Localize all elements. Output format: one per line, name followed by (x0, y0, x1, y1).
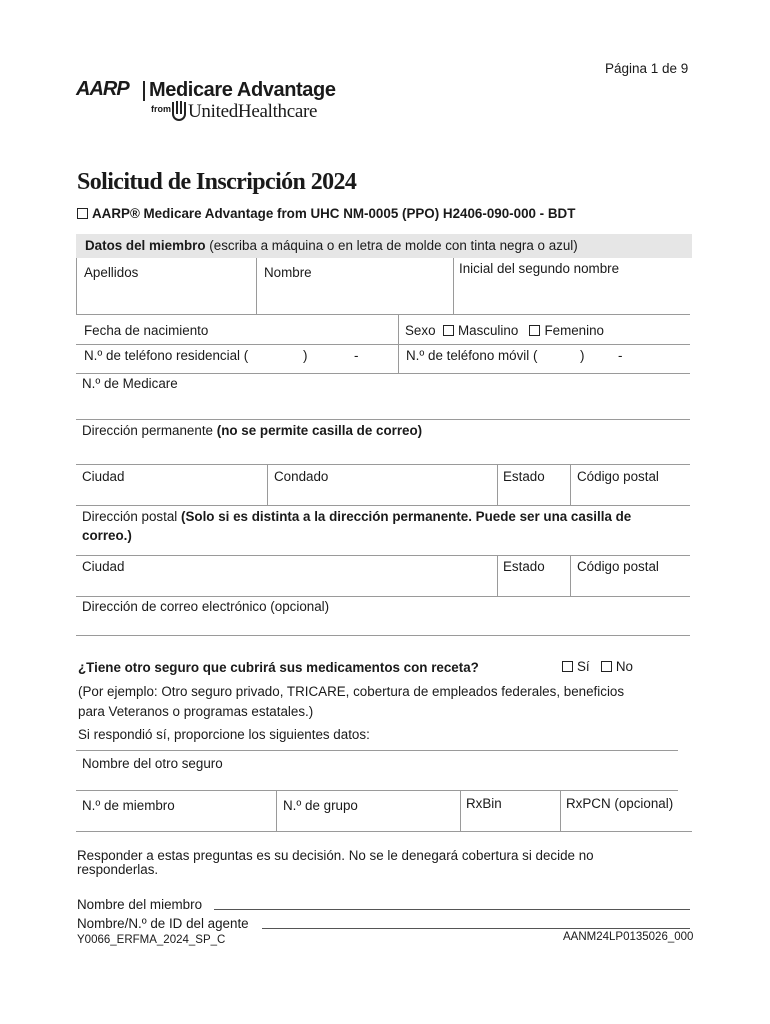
plan-option-label: AARP® Medicare Advantage from UHC NM-0005 (PPO) H2406-090-000 - BDT (92, 206, 576, 221)
logo-separator (143, 81, 145, 101)
permanent-address-label: Dirección permanente (82, 423, 213, 438)
sex-field (405, 323, 604, 338)
permanent-address-note: (no se permite casilla de correo) (216, 423, 423, 438)
table-border (497, 556, 498, 596)
male-label: Masculino (457, 323, 519, 338)
disclaimer-text-2: responderlas. (77, 862, 159, 877)
middle-initial-field[interactable]: Inicial del segundo nombre (459, 261, 620, 276)
section-note: (escriba a máquina o en letra de molde con tinta negra o azul) (209, 238, 578, 253)
footer-form-code: Y0066_ERFMA_2024_SP_C (77, 934, 226, 946)
mailing-address-note-2: correo.) (82, 528, 132, 543)
mailing-address-note: (Solo si es distinta a la dirección permanente. Puede ser una casilla de (181, 509, 632, 524)
row-divider (76, 314, 690, 315)
table-border (570, 556, 571, 596)
example-text-1: (Por ejemplo: Otro seguro privado, TRICARE, cobertura de empleados federales, beneficios (78, 684, 625, 699)
insurer-name-field[interactable]: Nombre del otro seguro (82, 756, 223, 771)
last-name-field[interactable]: Apellidos (84, 265, 139, 280)
county-field[interactable]: Condado (274, 469, 329, 484)
yes-label: Sí (577, 659, 590, 674)
birth-date-field[interactable]: Fecha de nacimiento (84, 323, 209, 338)
logo-brand: Medicare Advantage (149, 79, 336, 101)
row-divider (76, 555, 690, 556)
mobile-phone-field[interactable]: N.º de teléfono móvil ( (406, 348, 538, 363)
row-divider (76, 464, 690, 465)
logo-from: from (151, 104, 171, 114)
table-border (267, 465, 268, 505)
female-checkbox[interactable] (529, 325, 540, 336)
mailing-address-field[interactable] (82, 509, 631, 524)
if-yes-text: Si respondió sí, proporcione los siguientes datos: (78, 727, 370, 742)
example-text-2: para Veteranos o programas estatales.) (78, 704, 314, 719)
home-phone-paren: ) (303, 348, 308, 363)
table-border (560, 791, 561, 831)
mobile-phone-paren: ) (580, 348, 585, 363)
row-divider (76, 750, 678, 751)
female-label: Femenino (544, 323, 604, 338)
mailing-city-field[interactable]: Ciudad (82, 559, 125, 574)
table-border (570, 465, 571, 505)
logo-aarp: AARP (76, 78, 129, 100)
mailing-address-label: Dirección postal (82, 509, 178, 524)
no-checkbox[interactable] (601, 661, 612, 672)
row-divider (76, 790, 678, 791)
section-title: Datos del miembro (85, 238, 206, 253)
agent-name-label: Nombre/N.º de ID del agente (77, 916, 249, 931)
uhc-shield-icon (172, 100, 186, 125)
logo-company: UnitedHealthcare (188, 101, 318, 122)
other-insurance-answer (562, 659, 633, 674)
other-insurance-question: ¿Tiene otro seguro que cubrirá sus medicamentos con receta? (78, 660, 479, 675)
mailing-state-field[interactable]: Estado (503, 559, 545, 574)
no-label: No (615, 659, 633, 674)
section-header (76, 234, 692, 258)
row-divider (76, 373, 690, 374)
table-border (76, 258, 77, 315)
first-name-field[interactable]: Nombre (264, 265, 312, 280)
plan-option[interactable] (77, 206, 575, 221)
permanent-address-field[interactable] (82, 423, 422, 438)
male-checkbox[interactable] (443, 325, 454, 336)
plan-checkbox[interactable] (77, 208, 88, 219)
table-border (256, 258, 257, 315)
sex-label: Sexo (405, 323, 436, 338)
table-border (276, 791, 277, 831)
mobile-phone-dash: - (618, 348, 623, 363)
table-border (460, 791, 461, 831)
row-divider (76, 344, 690, 345)
row-divider (76, 635, 690, 636)
medicare-number-field[interactable]: N.º de Medicare (82, 376, 178, 391)
state-field[interactable]: Estado (503, 469, 545, 484)
agent-name-line[interactable] (262, 928, 690, 929)
table-border (497, 465, 498, 505)
row-divider (76, 596, 690, 597)
zip-field[interactable]: Código postal (577, 469, 659, 484)
row-divider (76, 505, 690, 506)
rxpcn-field[interactable]: RxPCN (opcional) (566, 796, 674, 811)
disclaimer-text-1: Responder a estas preguntas es su decisión. No se le denegará cobertura si decide no (77, 848, 594, 863)
member-number-field[interactable]: N.º de miembro (82, 798, 175, 813)
yes-checkbox[interactable] (562, 661, 573, 672)
home-phone-dash: - (354, 348, 359, 363)
mailing-zip-field[interactable]: Código postal (577, 559, 659, 574)
email-field[interactable]: Dirección de correo electrónico (opcional) (82, 599, 330, 614)
rxbin-field[interactable]: RxBin (466, 796, 502, 811)
page-number: Página 1 de 9 (605, 61, 689, 76)
aarp-uhc-logo (76, 76, 351, 126)
row-divider (76, 831, 692, 832)
group-number-field[interactable]: N.º de grupo (283, 798, 358, 813)
member-name-line[interactable] (214, 909, 690, 910)
city-field[interactable]: Ciudad (82, 469, 125, 484)
form-title: Solicitud de Inscripción 2024 (77, 169, 357, 195)
home-phone-field[interactable]: N.º de teléfono residencial ( (84, 348, 249, 363)
member-name-label: Nombre del miembro (77, 897, 203, 912)
footer-doc-code: AANM24LP0135026_000 (563, 931, 694, 943)
table-border (453, 258, 454, 315)
row-divider (76, 419, 690, 420)
